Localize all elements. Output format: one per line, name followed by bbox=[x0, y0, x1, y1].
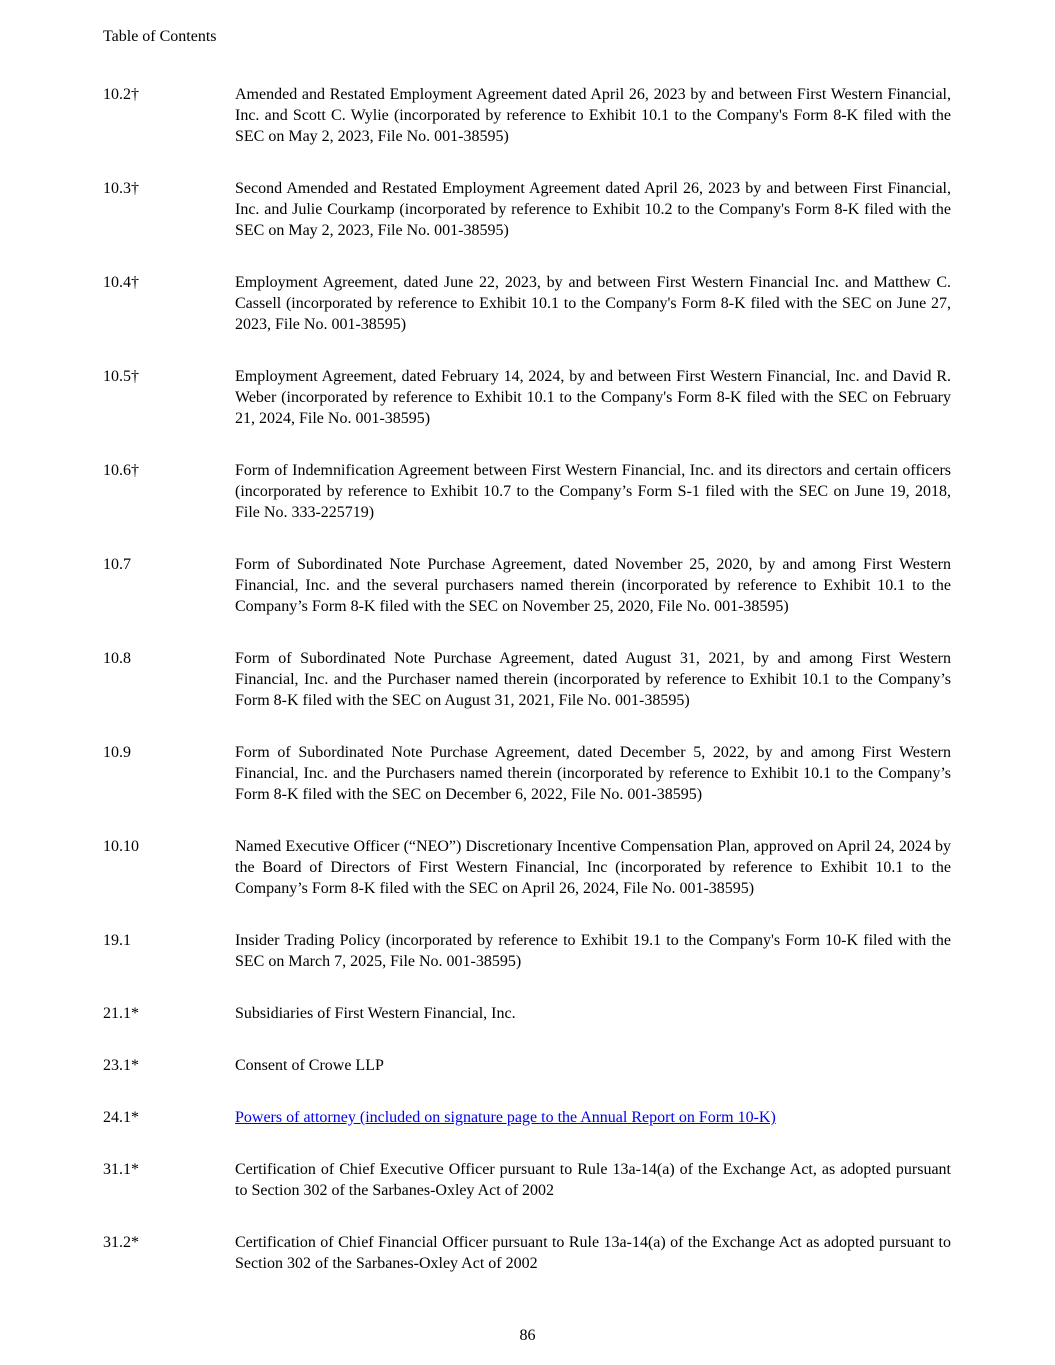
exhibit-description: Employment Agreement, dated February 14, 2024, by and between First Western Financial, Inc. and David R. Weber (incorporated by reference to Exhibit 10.1 to the Company's Form 8-K filed with the SEC on February 21, 2024, File No. 001-38595) bbox=[235, 368, 951, 427]
exhibit-row bbox=[103, 554, 951, 617]
exhibit-number: 31.2* bbox=[103, 1234, 139, 1251]
page-number: 86 bbox=[519, 1327, 536, 1344]
exhibit-description: Form of Subordinated Note Purchase Agreement, dated November 25, 2020, by and among First Western Financial, Inc. and the several purchasers named therein (incorporated by reference to Exhibit 10.1 to the Company’s Form 8-K filed with the SEC on November 25, 2020, File No. 001-38595) bbox=[235, 556, 951, 615]
exhibit-row bbox=[103, 930, 951, 972]
exhibit-number: 31.1* bbox=[103, 1161, 139, 1178]
exhibit-row bbox=[103, 1232, 951, 1274]
exhibit-row bbox=[103, 648, 951, 711]
exhibit-description: Form of Indemnification Agreement between First Western Financial, Inc. and its directors and certain officers (incorporated by reference to Exhibit 10.7 to the Company’s Form S-1 filed with the SEC on June 19, 2018, File No. 333-225719) bbox=[235, 462, 951, 521]
exhibit-description: Form of Subordinated Note Purchase Agreement, dated December 5, 2022, by and among First Western Financial, Inc. and the Purchasers named therein (incorporated by reference to Exhibit 10.1 to the Company’s Form 8-K filed with the SEC on December 6, 2022, File No. 001-38595) bbox=[235, 744, 951, 803]
table-of-contents-header: Table of Contents bbox=[103, 28, 217, 45]
exhibit-number: 24.1* bbox=[103, 1109, 139, 1126]
exhibit-row bbox=[103, 178, 951, 241]
exhibit-description: Named Executive Officer (“NEO”) Discretionary Incentive Compensation Plan, approved on April 24, 2024 by the Board of Directors of First Western Financial, Inc (incorporated by reference to Exhibit 10.1 to the Company’s Form 8-K filed with the SEC on April 26, 2024, File No. 001-38595) bbox=[235, 838, 951, 897]
exhibit-description: Insider Trading Policy (incorporated by reference to Exhibit 19.1 to the Company's Form 10-K filed with the SEC on March 7, 2025, File No. 001-38595) bbox=[235, 932, 951, 970]
exhibit-row bbox=[103, 1055, 951, 1076]
exhibit-row bbox=[103, 836, 951, 899]
exhibit-number: 10.6† bbox=[103, 462, 139, 479]
exhibit-number: 10.7 bbox=[103, 556, 131, 573]
exhibit-description: Certification of Chief Financial Officer pursuant to Rule 13a-14(a) of the Exchange Act as adopted pursuant to Section 302 of the Sarbanes-Oxley Act of 2002 bbox=[235, 1234, 951, 1272]
exhibit-number: 19.1 bbox=[103, 932, 131, 949]
powers-of-attorney-link[interactable]: Powers of attorney (included on signature page to the Annual Report on Form 10-K) bbox=[235, 1109, 776, 1126]
exhibit-row bbox=[103, 1003, 951, 1024]
exhibit-description: Subsidiaries of First Western Financial, Inc. bbox=[235, 1005, 516, 1022]
exhibit-row bbox=[103, 460, 951, 523]
exhibit-description: Form of Subordinated Note Purchase Agreement, dated August 31, 2021, by and among First Western Financial, Inc. and the Purchaser named therein (incorporated by reference to Exhibit 10.1 to the Company’s Form 8-K filed with the SEC on August 31, 2021, File No. 001-38595) bbox=[235, 650, 951, 709]
exhibit-description: Consent of Crowe LLP bbox=[235, 1057, 384, 1074]
exhibit-description: Certification of Chief Executive Officer pursuant to Rule 13a-14(a) of the Exchange Act, as adopted pursuant to Section 302 of the Sarbanes-Oxley Act of 2002 bbox=[235, 1161, 951, 1199]
exhibit-row bbox=[103, 84, 951, 147]
exhibit-row bbox=[103, 1159, 951, 1201]
exhibit-description bbox=[235, 1107, 951, 1128]
exhibit-number: 21.1* bbox=[103, 1005, 139, 1022]
exhibit-number: 10.3† bbox=[103, 180, 139, 197]
exhibit-number: 23.1* bbox=[103, 1057, 139, 1074]
exhibit-number: 10.8 bbox=[103, 650, 131, 667]
exhibit-number: 10.5† bbox=[103, 368, 139, 385]
exhibit-row bbox=[103, 1107, 951, 1128]
exhibit-number: 10.9 bbox=[103, 744, 131, 761]
exhibit-number: 10.2† bbox=[103, 86, 139, 103]
exhibit-index-table bbox=[103, 84, 951, 1274]
exhibit-number: 10.10 bbox=[103, 838, 139, 855]
exhibit-description: Second Amended and Restated Employment Agreement dated April 26, 2023 by and between First Financial, Inc. and Julie Courkamp (incorporated by reference to Exhibit 10.2 to the Company's Form 8-K filed with the SEC on May 2, 2023, File No. 001-38595) bbox=[235, 180, 951, 239]
exhibit-description: Amended and Restated Employment Agreement dated April 26, 2023 by and between First Western Financial, Inc. and Scott C. Wylie (incorporated by reference to Exhibit 10.1 to the Company's Form 8-K filed with the SEC on May 2, 2023, File No. 001-38595) bbox=[235, 86, 951, 145]
exhibit-number: 10.4† bbox=[103, 274, 139, 291]
exhibit-description: Employment Agreement, dated June 22, 2023, by and between First Western Financial Inc. and Matthew C. Cassell (incorporated by reference to Exhibit 10.1 to the Company's Form 8-K filed with the SEC on June 27, 2023, File No. 001-38595) bbox=[235, 274, 951, 333]
exhibit-row bbox=[103, 272, 951, 335]
exhibit-row bbox=[103, 742, 951, 805]
exhibit-row bbox=[103, 366, 951, 429]
